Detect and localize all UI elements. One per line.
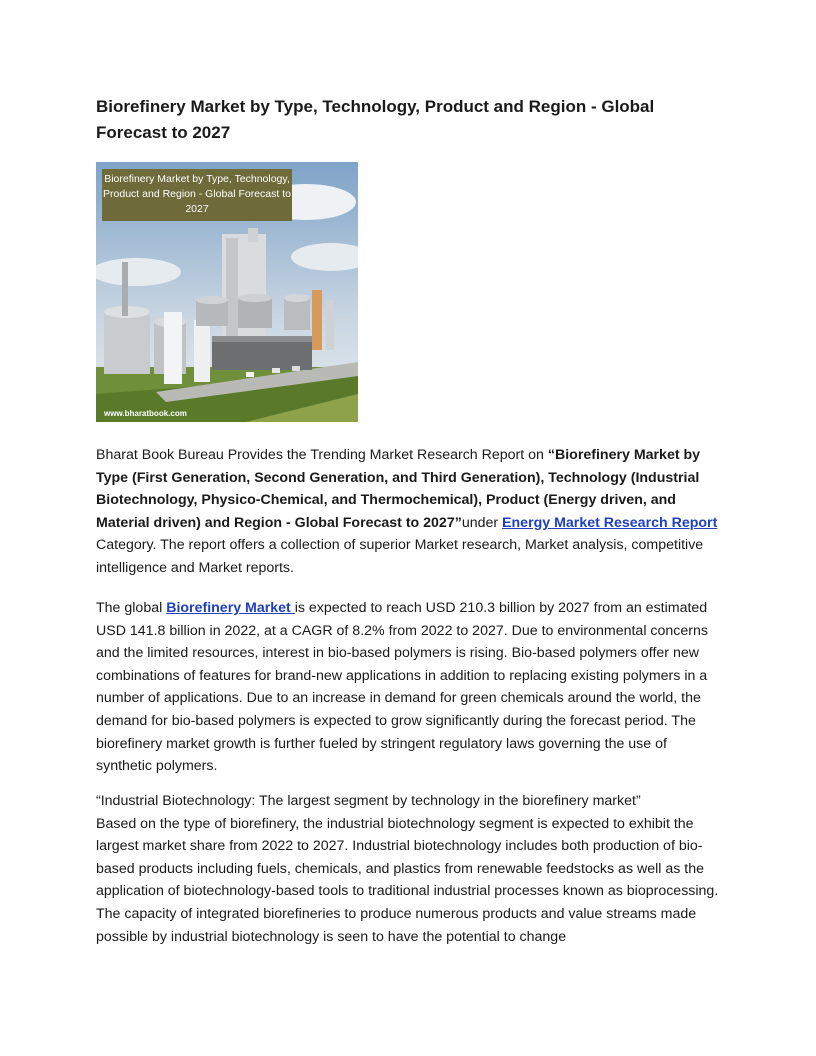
market-paragraph — [96, 597, 724, 778]
cover-banner: Biorefinery Market by Type, Technology, Product and Region - Global Forecast to 2027 — [102, 169, 292, 221]
market-body: is expected to reach USD 210.3 billion by 2027 from an estimated USD 141.8 billion in 2022, at a CAGR of 8.2% from 2022 to 2027. Due to environmental concerns and the limited resources, interest in bio-based polymers is rising. Bio-based polymers offer new combinations of features for brand-new applications in addition to replacing existing polymers in a number of applications. Due to an increase in demand for green chemicals around the world, the demand for bio-based polymers is expected to grow significantly during the forecast period. The biorefinery market growth is further fueled by stringent regulatory laws governing the use of synthetic polymers. — [96, 600, 708, 775]
intro-under: under — [461, 514, 503, 531]
segment-paragraph — [96, 790, 724, 948]
intro-lead: Bharat Book Bureau Provides the Trending Market Research Report on — [96, 447, 548, 463]
cover-url: www.bharatbook.com — [104, 409, 187, 418]
segment-heading: “Industrial Biotechnology: The largest segment by technology in the biorefinery market” — [96, 793, 641, 809]
intro-paragraph — [96, 444, 724, 580]
energy-market-report-link[interactable]: Energy Market Research Report — [502, 514, 718, 531]
document-title: Biorefinery Market by Type, Technology, Product and Region - Global Forecast to 2027 — [96, 97, 655, 142]
intro-tail: Category. The report offers a collection of superior Market research, Market analysis, competitive intelligence and Market reports. — [96, 537, 704, 576]
cover-image — [96, 162, 358, 422]
market-lead: The global — [96, 600, 167, 616]
report-title-bold: “Biorefinery Market by Type (First Generation, Second Generation, and Third Generation), Technology (Industrial Biotechnology, Physico-Chemical, and Thermochemical), Product (Energy driven, and Material driven) and Region - Global Forecast to 2027” — [96, 447, 701, 531]
biorefinery-market-link[interactable]: Biorefinery Market — [166, 600, 295, 616]
segment-body: Based on the type of biorefinery, the industrial biotechnology segment is expected to exhibit the largest market share from 2022 to 2027. Industrial biotechnology includes both production of bio-based products including fuels, chemicals, and plastics from renewable feedstocks as well as the application of biotechnology-based tools to traditional industrial processes known as bioprocessing. The capacity of integrated biorefineries to produce numerous products and value streams made possible by industrial biotechnology is seen to have the potential to change — [96, 815, 719, 945]
